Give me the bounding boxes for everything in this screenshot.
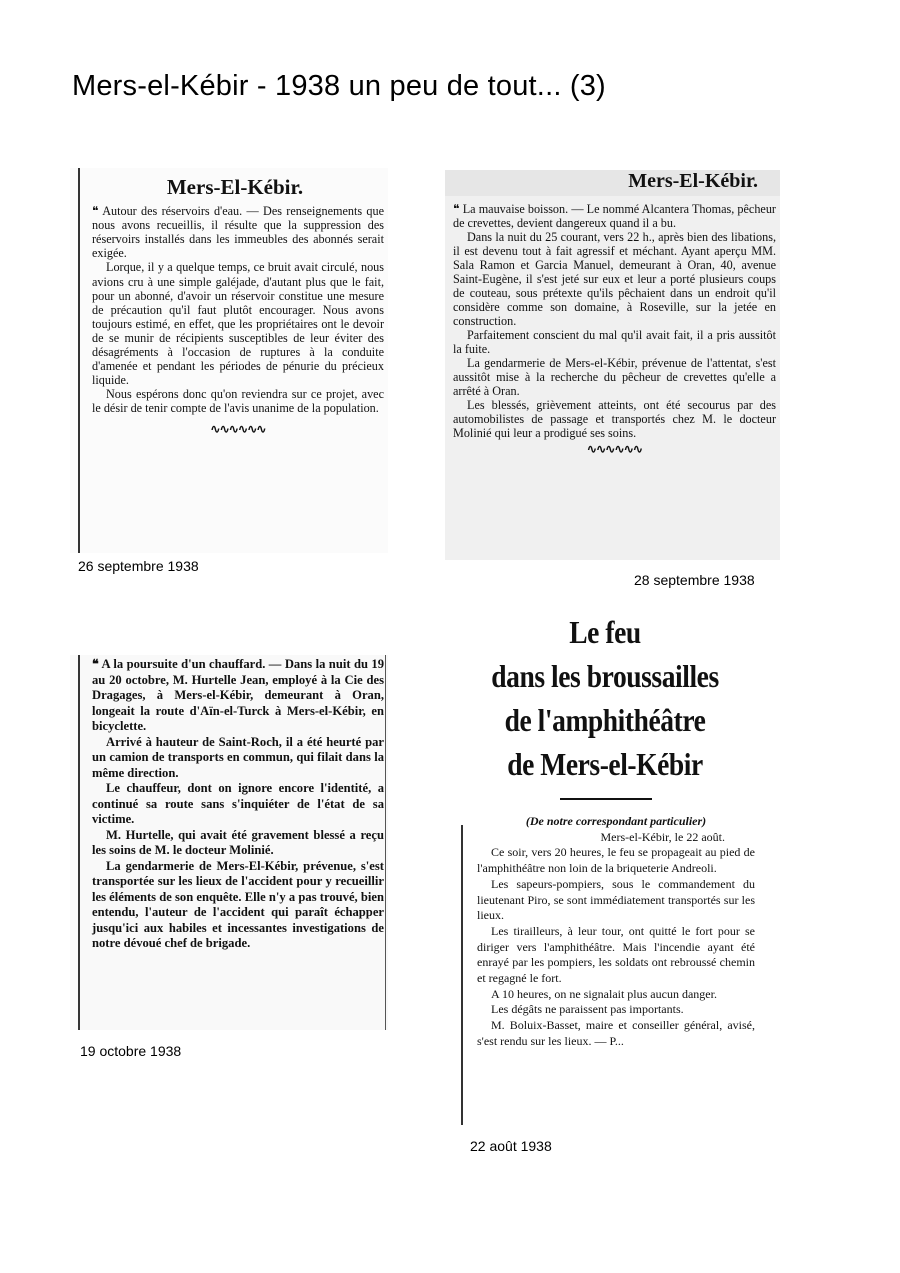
clipping-paragraph: Le chauffeur, dont on ignore encore l'identité, a continué sa route sans s'inquiéter de l'état de sa victime. — [92, 781, 384, 826]
clipping-paragraph: M. Boluix-Basset, maire et conseiller général, avisé, s'est rendu sur les lieux. — P... — [477, 1018, 755, 1048]
column-rule — [78, 655, 80, 1030]
clipping-heading: Mers-El-Kébir. — [166, 175, 304, 199]
column-rule — [461, 825, 463, 1125]
clipping-paragraph: Les blessés, grièvement atteints, ont été secourus par des automobilistes de passage et transportés chez M. le docteur Molinié qui leur a prodigué ses soins. — [453, 398, 776, 440]
newspaper-clipping-chauffard — [70, 655, 388, 1030]
clipping-paragraph: Arrivé à hauteur de Saint-Roch, il a été heurté par un camion de transports en commun, qui filait dans la même direction. — [92, 734, 384, 780]
clipping-paragraph: Parfaitement conscient du mal qu'il avait fait, il a pris aussitôt la fuite. — [453, 328, 776, 356]
clipping-paragraph: Dans la nuit du 25 courant, vers 22 h., après bien des libations, il est devenu tout à fait agressif et méchant. Ayant aperçu MM. Sala Ramon et Garcia Manuel, demeurant à Oran, 40, avenue Saint-Eugène, il s'est jeté sur eux et leur a porté plusieurs coups de couteau, sous prétexte qu'ils pêchaient dans un endroit qu'il considère comme son domaine, à Roseville, sur la jetée en construction. — [453, 230, 776, 328]
caption-date: 26 septembre 1938 — [78, 558, 199, 574]
headline-line: Le feu — [569, 614, 641, 650]
clipping-paragraph: Ce soir, vers 20 heures, le feu se propageait au pied de l'amphithéâtre non loin de la briqueterie Andreoli. — [477, 845, 755, 876]
clipping-heading: Mers-El-Kébir. — [445, 170, 780, 196]
clipping-paragraph: M. Hurtelle, qui avait été gravement blessé a reçu les soins de M. le docteur Molinié. — [92, 827, 384, 857]
newspaper-clipping-reservoirs — [70, 168, 388, 553]
dateline: Mers-el-Kébir, le 22 août. — [600, 829, 725, 844]
newspaper-clipping-feu-broussailles — [455, 610, 755, 1125]
clipping-paragraph: A 10 heures, on ne signalait plus aucun danger. — [491, 986, 717, 1001]
clipping-paragraph: Les sapeurs-pompiers, sous le commandement du lieutenant Piro, se sont immédiatement transportés sur les lieux. — [477, 876, 755, 923]
ornament: ∿∿∿∿∿∿ — [586, 442, 643, 456]
column-rule — [385, 655, 386, 1030]
clipping-paragraph: Les dégâts ne paraissent pas importants. — [491, 1002, 684, 1017]
headline-line: de Mers-el-Kébir — [507, 746, 703, 782]
clipping-paragraph: La gendarmerie de Mers-El-Kébir, prévenue, s'est transportée sur les lieux de l'accident pour y recueillir les éléments de son enquête. Elle n'y a pas trouvé, bien entendu, l'auteur de l'accident qui paraît échapper jusqu'ici aux habiles et incessantes investigations de notre dévoué chef de brigade. — [92, 858, 384, 950]
clipping-paragraph: Les tirailleurs, à leur tour, ont quitté le fort pour se diriger vers l'amphithéâtre. Mais l'incendie ayant été enrayé par les pompiers, les soldats ont rebroussé chemin et regagné le fort. — [477, 923, 755, 986]
headline-line: dans les broussailles — [491, 658, 719, 694]
caption-date: 28 septembre 1938 — [634, 572, 755, 588]
ornament: ∿∿∿∿∿∿ — [210, 421, 266, 436]
clipping-paragraph: ❝ La mauvaise boisson. — Le nommé Alcantera Thomas, pêcheur de crevettes, devient dangereux quand il a bu. — [453, 202, 776, 230]
caption-date: 19 octobre 1938 — [80, 1043, 182, 1059]
clipping-paragraph: Nous espérons donc qu'on reviendra sur ce projet, avec le désir de tenir compte de l'avis unanime de la population. — [92, 387, 384, 416]
clipping-paragraph: ❝ A la poursuite d'un chauffard. — Dans la nuit du 19 au 20 octobre, M. Hurtelle Jean, employé à la Cie des Dragages, à Mers-el-Kébir, demeurant à Oran, longeait la route d'Aïn-el-Turck à Mers-el-Kébir, en bicyclette. — [92, 657, 384, 733]
clipping-paragraph: La gendarmerie de Mers-el-Kébir, prévenue de l'attentat, s'est aussitôt mise à la recherche du pêcheur de crevettes qu'elle a arrêté à Oran. — [453, 356, 776, 398]
column-rule — [78, 168, 80, 553]
headline — [476, 610, 734, 786]
separator-rule — [560, 798, 652, 800]
caption-date: 22 août 1938 — [470, 1138, 552, 1154]
clipping-paragraph: Lorque, il y a quelque temps, ce bruit avait circulé, nous avions cru à une simple galéjade, d'autant plus que le fait, pour un abonné, d'avoir un réservoir constitue une mesure de précaution qu'il faut plutôt encourager. Nous avons toujours estimé, en effet, que les propriétaires ont le devoir de se munir de récipients susceptibles de leur éviter des désagréments à l'occasion de ruptures à la conduite d'amenée et pendant les périodes de pénurie du précieux liquide. — [92, 260, 384, 388]
byline: (De notre correspondant particulier) — [525, 814, 707, 828]
clipping-paragraph: ❝ Autour des réservoirs d'eau. — Des renseignements que nous avons recueillis, il résulte que la suppression des réservoirs installés dans les immeubles des abonnés serait exigée. — [92, 204, 384, 261]
headline-line: de l'amphithéâtre — [504, 702, 706, 738]
newspaper-clipping-mauvaise-boisson — [445, 170, 780, 560]
page-title: Mers-el-Kébir - 1938 un peu de tout... (3) — [72, 70, 606, 102]
